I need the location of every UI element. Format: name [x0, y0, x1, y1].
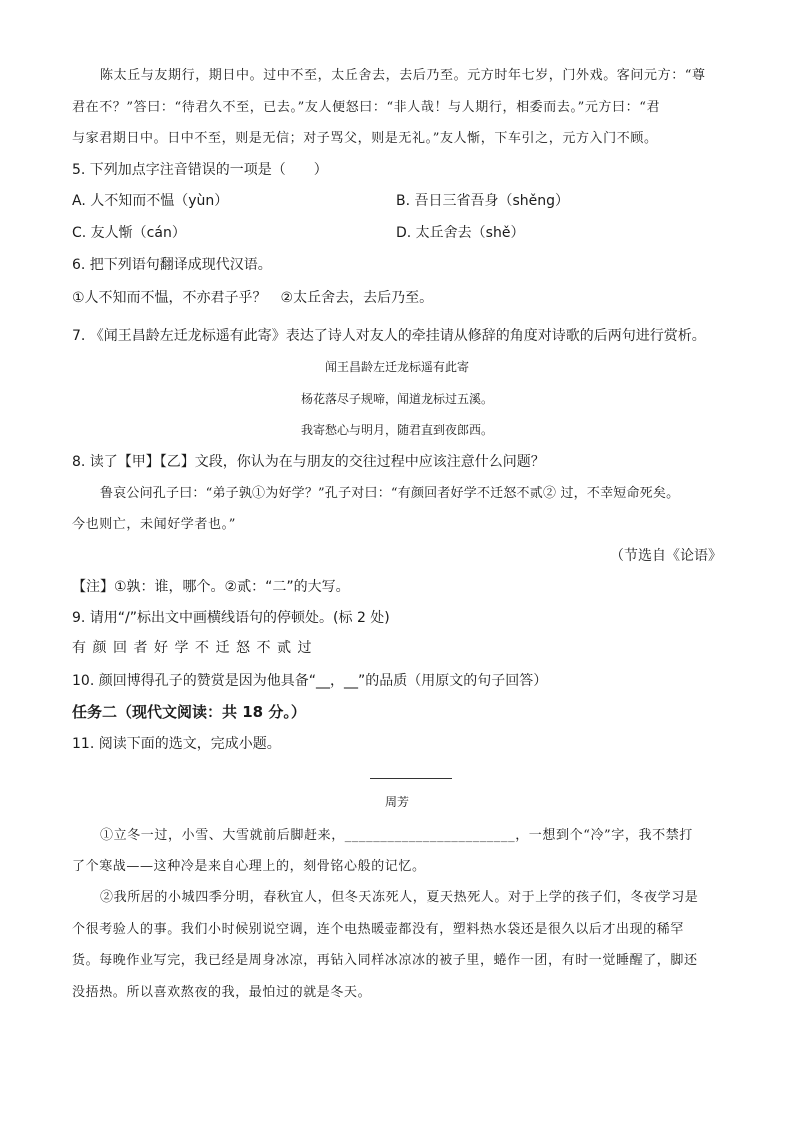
q5-stem: 5. 下列加点字注音错误的一项是（ ）: [72, 162, 328, 178]
q8-passage-line-2: 今也则亡，未闻好学者也。”: [72, 517, 236, 532]
passage-line-3: 与家君期日中。日中不至，则是无信；对子骂父，则是无礼。”友人惭，下车引之，元方入门不顾。: [72, 131, 658, 146]
q6-items: ①人不知而不愠，不亦君子乎？ ②太丘舍去，去后乃至。: [72, 290, 434, 306]
q11-stem: 11. 阅读下面的选文，完成小题。: [72, 736, 281, 752]
q5-option-d: D. 太丘舍去（shě）: [396, 225, 525, 241]
para1-line-1: ①立冬一过，小雪、大雪就前后脚赶来，________________________，一想到个“冷”字，我不禁打: [100, 828, 693, 843]
q5-option-b: B. 吾日三省吾身（shěng）: [396, 193, 570, 209]
q8-passage-line-1: 鲁哀公问孔子曰：“弟子孰①为好学？”孔子对曰：“有颜回者好学不迁怒不贰② 过，不幸短命死矣。: [100, 486, 680, 501]
q8-stem: 8. 读了【甲】【乙】文段，你认为在与朋友的交往过程中应该注意什么问题？: [72, 454, 545, 470]
q7-stem: 7. 《闻王昌龄左迁龙标遥有此寄》表达了诗人对友人的牵挂请从修辞的角度对诗歌的后两句进行赏析。: [72, 328, 706, 344]
q9-sentence: 有颜回者好学不迁怒不贰过: [72, 640, 318, 656]
para1-line-2: 了个寒战——这种冷是来自心理上的，刻骨铭心般的记忆。: [72, 859, 426, 874]
task2-heading: 任务二（现代文阅读：共 18 分。）: [72, 703, 306, 721]
poem-line-1: 杨花落尽子规啼，闻道龙标过五溪。: [300, 392, 493, 406]
q10-stem: 10. 颜回博得孔子的赞赏是因为他具备“__，__”的品质（用原文的句子回答）: [72, 673, 548, 689]
poem-line-2: 我寄愁心与明月，随君直到夜郎西。: [300, 423, 493, 437]
para2-line-4: 没捂热。所以喜欢熬夜的我，最怕过的就是冬天。: [72, 985, 372, 1000]
q9-stem: 9. 请用“/”标出文中画横线语句的停顿处。(标 2 处): [72, 610, 390, 626]
article-title-blank-line: [370, 778, 452, 779]
passage-line-2: 君在不？”答曰：“待君久不至，已去。”友人便怒曰：“非人哉！与人期行，相委而去。”元方曰：“君: [72, 100, 661, 115]
q8-note: 【注】①孰：谁，哪个。②贰：“二”的大写。: [72, 579, 350, 595]
para2-line-2: 个很考验人的事。我们小时候别说空调，连个电热暖壶都没有，塑料热水袋还是很久以后才出现的稀罕: [72, 922, 685, 937]
article-author: 周芳: [384, 795, 409, 809]
para2-line-1: ②我所居的小城四季分明，春秋宜人，但冬天冻死人，夏天热死人。对于上学的孩子们，冬夜学习是: [100, 890, 699, 905]
poem-title: 闻王昌龄左迁龙标遥有此寄: [324, 360, 469, 374]
q5-option-c: C. 友人惭（cán）: [72, 225, 186, 241]
q6-stem: 6. 把下列语句翻译成现代汉语。: [72, 257, 272, 273]
passage-line-1: 陈太丘与友期行，期日中。过中不至，太丘舍去，去后乃至。元方时年七岁，门外戏。客问元方：“尊: [100, 68, 706, 83]
q8-source: （节选自《论语》: [610, 548, 722, 564]
q5-option-a: A. 人不知而不愠（yùn）: [72, 193, 229, 209]
para2-line-3: 货。每晚作业写完，我已经是周身冰凉，再钻入同样冰凉冰的被子里，蜷作一团，有时一觉睡醒了，脚还: [72, 953, 698, 968]
